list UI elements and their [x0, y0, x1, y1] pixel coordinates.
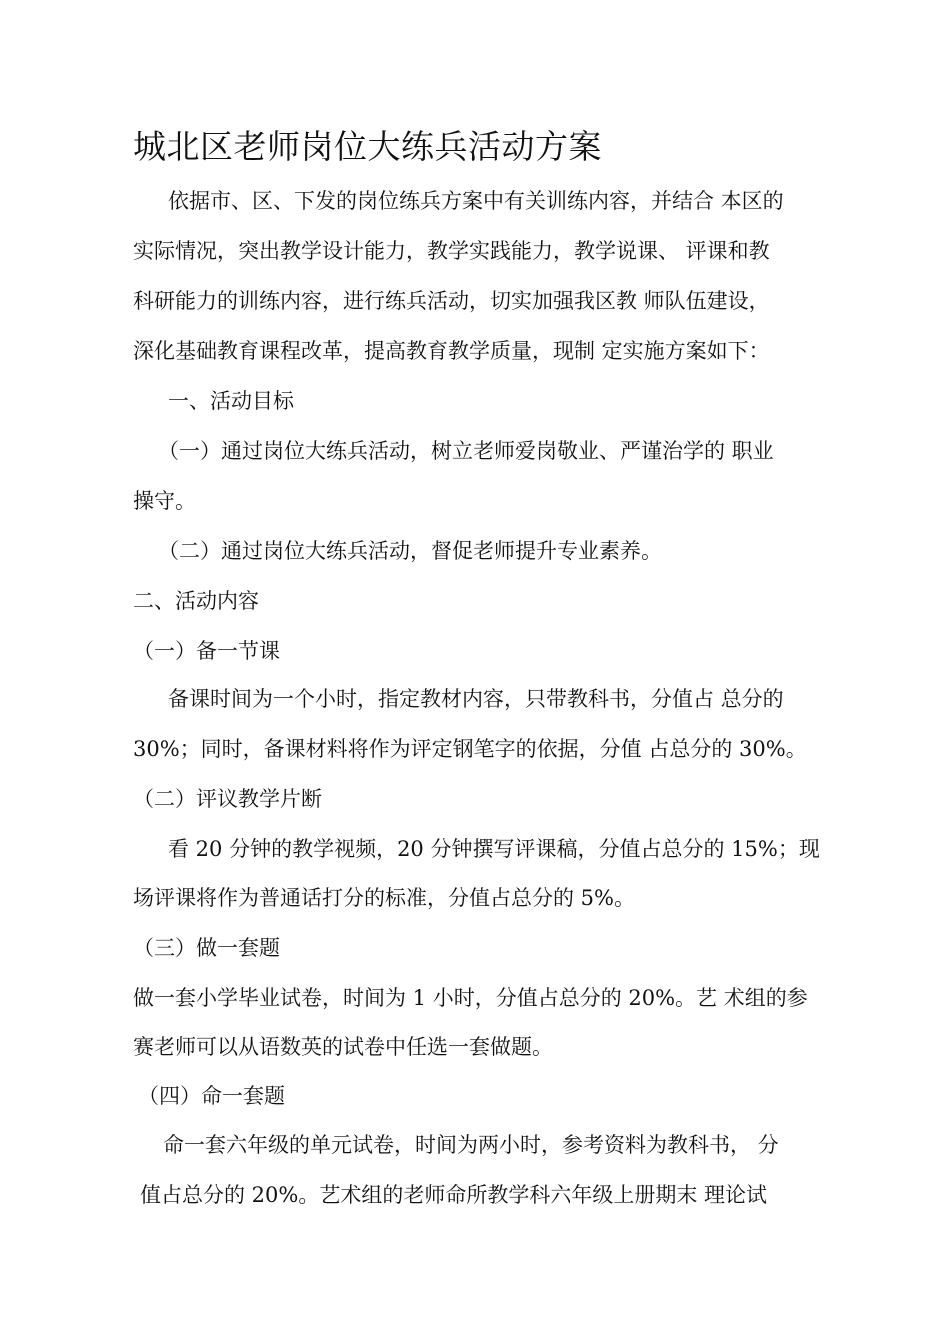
item4-line-2: 值占总分的 20%。艺术组的老师命所教学科六年级上册期末 理论试 [140, 1183, 768, 1207]
item1-line-2: 30%；同时，备课材料将作为评定钢笔字的依据，分值 占总分的 30%。 [133, 737, 807, 761]
item3-line-2: 赛老师可以从语数英的试卷中任选一套做题。 [133, 1035, 553, 1059]
goal1-line-2: 操守。 [133, 489, 196, 513]
document-title: 城北区老师岗位大练兵活动方案 [133, 127, 602, 166]
intro-line-3: 科研能力的训练内容，进行练兵活动，切实加强我区教 师队伍建设， [133, 289, 770, 313]
section2-heading: 二、活动内容 [133, 589, 259, 613]
goal1-line-1: （一）通过岗位大练兵活动，树立老师爱岗敬业、严谨治学的 职业 [158, 439, 774, 463]
section1-heading: 一、活动目标 [168, 389, 294, 413]
intro-line-1: 依据市、区、下发的岗位练兵方案中有关训练内容，并结合 本区的 [168, 189, 784, 213]
intro-line-4: 深化基础教育课程改革，提高教育教学质量，现制 定实施方案如下： [133, 339, 770, 363]
intro-line-2: 实际情况，突出教学设计能力，教学实践能力，教学说课、 评课和教 [133, 239, 770, 263]
item3-heading: （三）做一套题 [133, 936, 280, 960]
item2-heading: （二）评议教学片断 [133, 787, 322, 811]
item1-heading: （一）备一节课 [133, 639, 280, 663]
item1-line-1: 备课时间为一个小时，指定教材内容，只带教科书，分值占 总分的 [168, 687, 784, 711]
item2-line-1: 看 20 分钟的教学视频，20 分钟撰写评课稿，分值占总分的 15%；现 [168, 837, 820, 861]
goal2-line: （二）通过岗位大练兵活动，督促老师提升专业素养。 [158, 539, 662, 563]
item2-line-2: 场评课将作为普通话打分的标准，分值占总分的 5%。 [133, 886, 635, 910]
item3-line-1: 做一套小学毕业试卷，时间为 1 小时，分值占总分的 20%。艺 术组的参 [133, 986, 808, 1010]
item4-heading: （四）命一套题 [138, 1084, 285, 1108]
item4-line-1: 命一套六年级的单元试卷，时间为两小时，参考资料为教科书， 分 [163, 1133, 779, 1157]
